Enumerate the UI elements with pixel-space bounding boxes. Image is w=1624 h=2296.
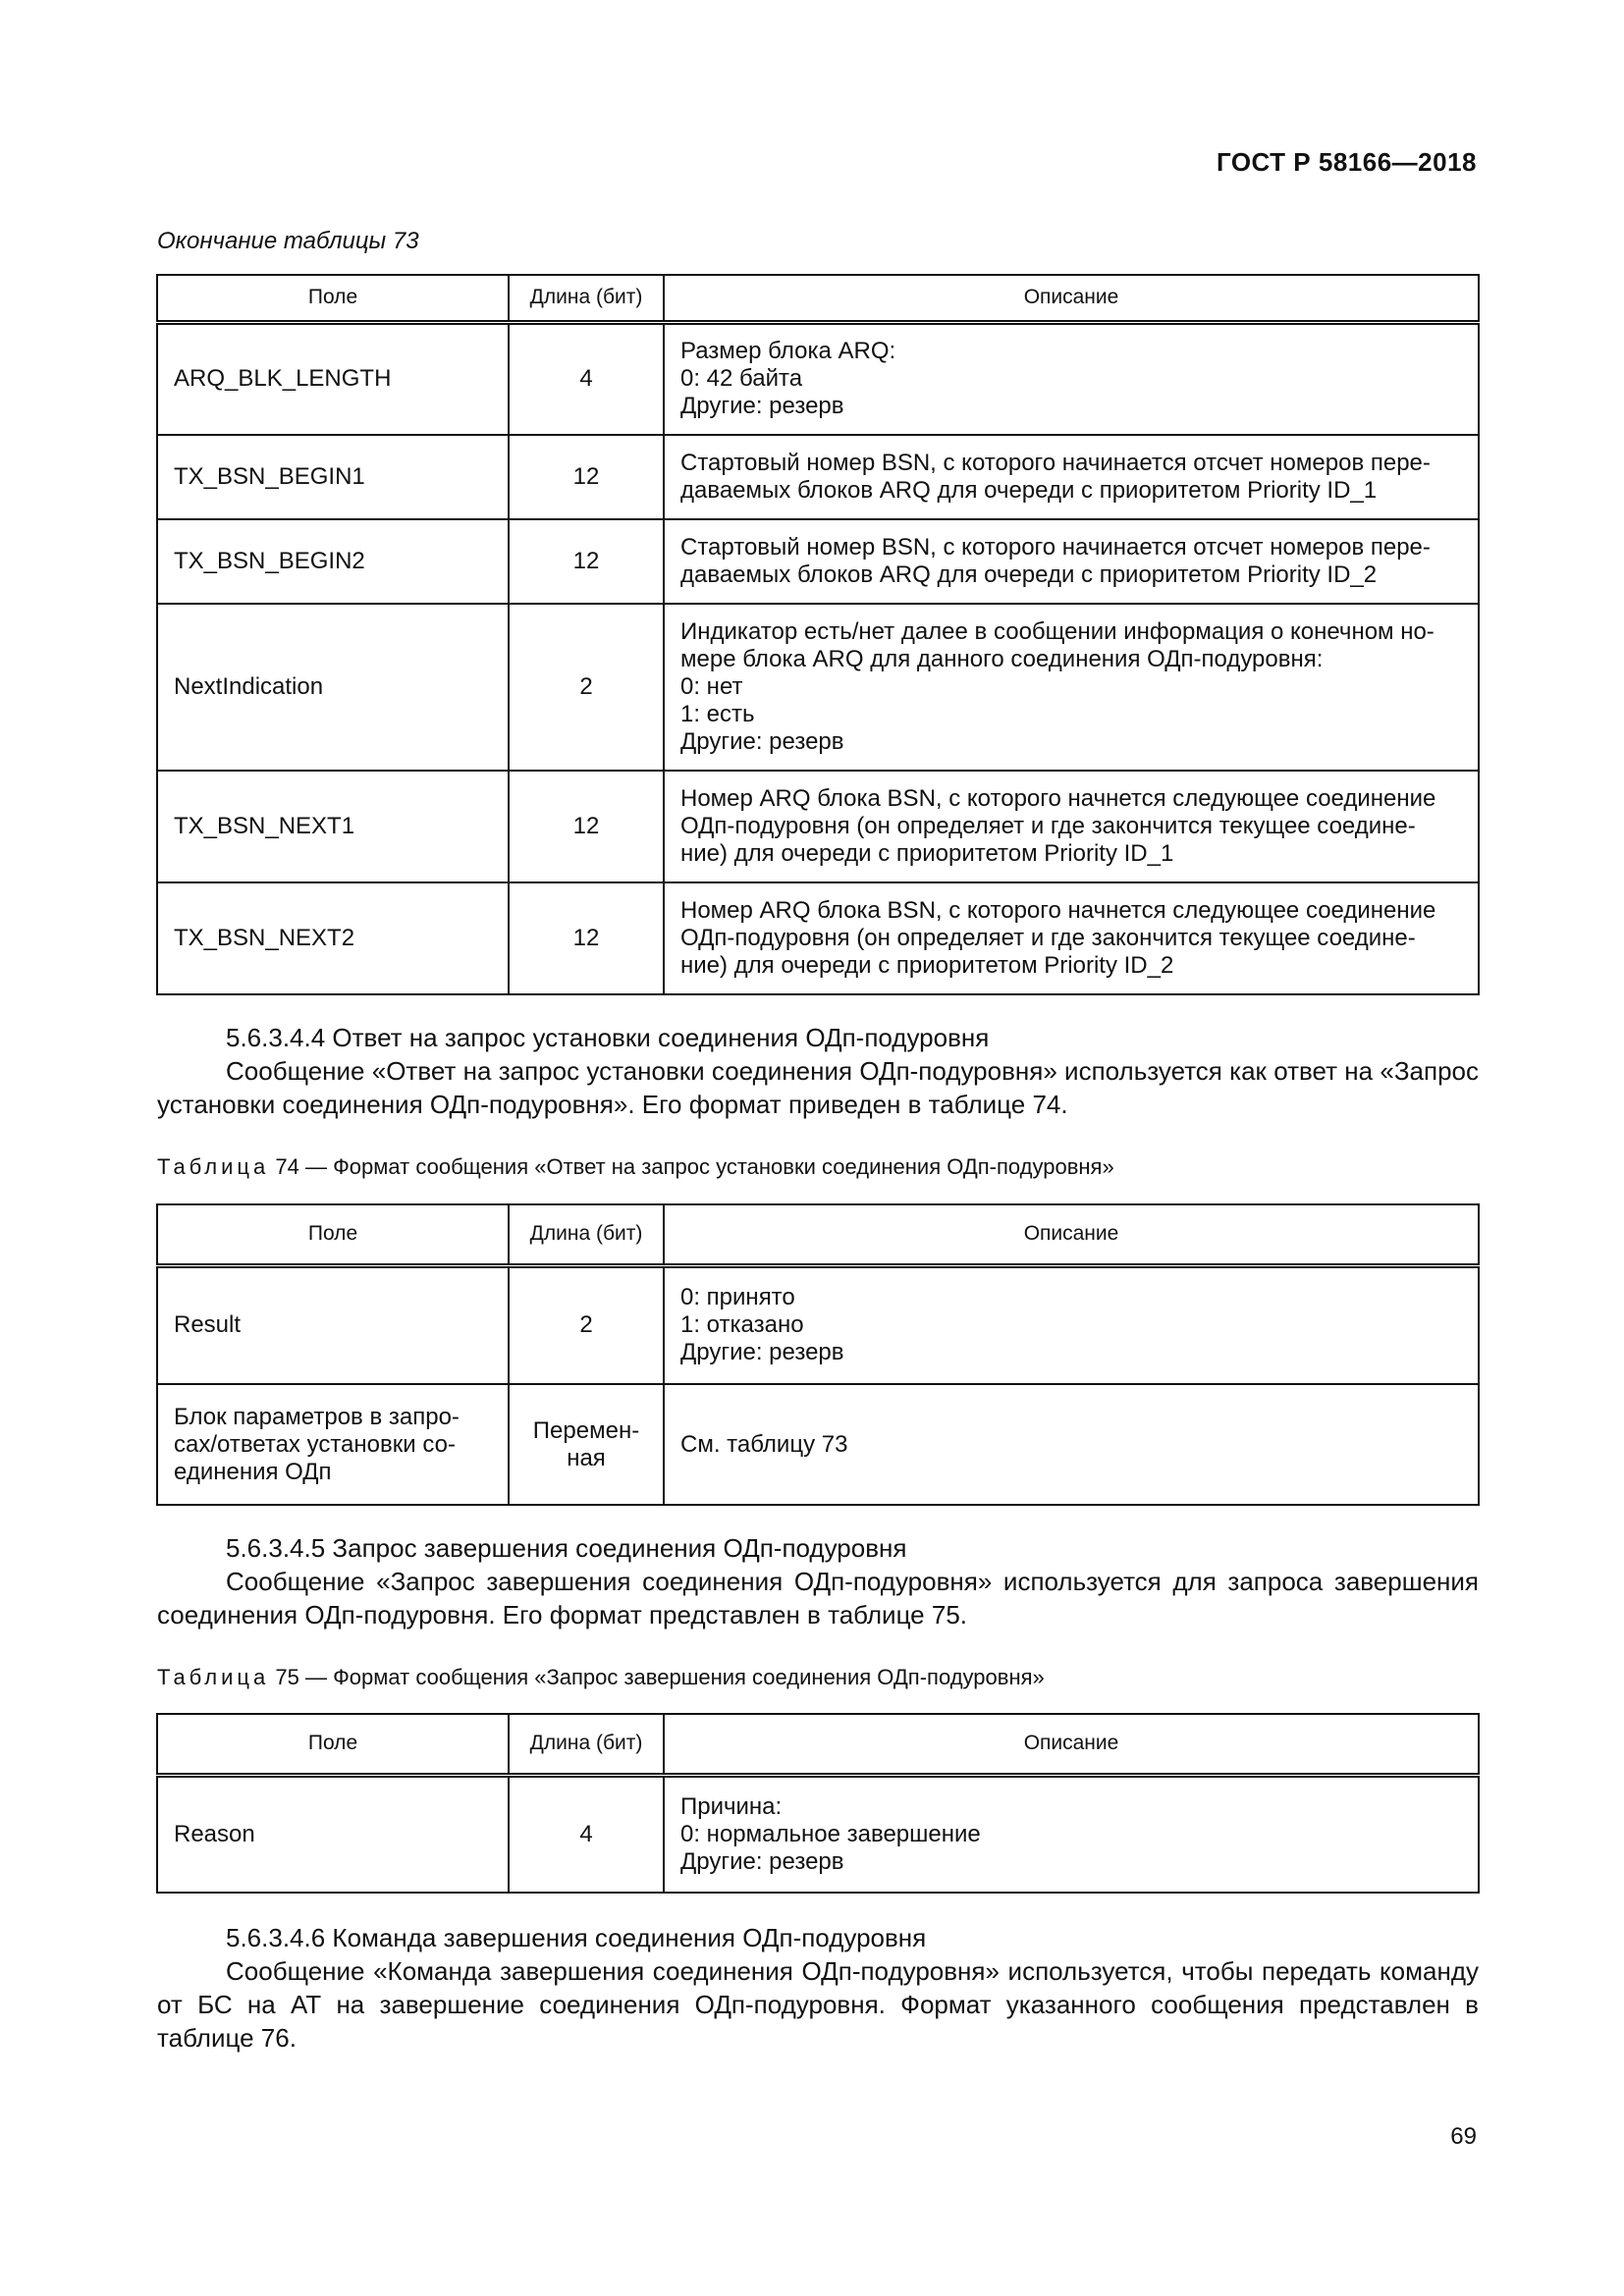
length-cell: 12 [509, 435, 664, 519]
description-line: Причина: [680, 1792, 783, 1820]
description-line: Размер блока ARQ: [680, 338, 896, 365]
field-cell: Reason [157, 1775, 509, 1893]
description-line: Другие: резерв [680, 728, 844, 755]
column-header-description: Описание [664, 275, 1479, 322]
description-line: См. таблицу 73 [680, 1430, 848, 1458]
column-header-length: Длина (бит) [509, 275, 664, 322]
description-line: даваемых блоков ARQ для очереди с приоритетом Priority ID_2 [680, 561, 1378, 588]
description-line: 0: нормальное завершение [680, 1820, 981, 1847]
description-line: ОДп-подуровня (он определяет и где закончится текущее соедине- [680, 813, 1416, 839]
description-line: ние) для очереди с приоритетом Priority ID_2 [680, 952, 1174, 979]
length-cell: 4 [509, 1775, 664, 1893]
length-line: ная [567, 1444, 606, 1471]
table-row [157, 322, 1479, 435]
table-row [157, 435, 1479, 519]
column-header-length: Длина (бит) [509, 1714, 664, 1775]
field-cell [157, 1384, 509, 1505]
description-line: Другие: резерв [680, 1847, 844, 1875]
column-header-description: Описание [664, 1204, 1479, 1265]
description-line: ОДп-подуровня (он определяет и где закончится текущее соедине- [680, 925, 1416, 951]
section-text-5-6-3-4-4: Сообщение «Ответ на запрос установки соединения ОДп-подуровня» используется как ответ на «Запрос установки соединения ОДп-подуровня». Его формат приведен в таблице 74. [157, 1056, 1479, 1119]
description-line: 1: отказано [680, 1311, 804, 1339]
description-line: 0: 42 байта [680, 365, 803, 393]
table-75-caption [157, 1665, 1045, 1690]
description-line: Стартовый номер BSN, с которого начинается отсчет номеров пере- [680, 534, 1431, 561]
length-cell: 2 [509, 604, 664, 771]
column-header-description: Описание [664, 1714, 1479, 1775]
table-73-continuation-caption: Окончание таблицы 73 [157, 228, 419, 254]
field-cell: TX_BSN_NEXT2 [157, 882, 509, 994]
table-row [157, 604, 1479, 771]
description-line: Номер ARQ блока BSN, с которого начнется следующее соединение [680, 785, 1436, 812]
column-header-length: Длина (бит) [509, 1204, 664, 1265]
field-cell: ARQ_BLK_LENGTH [157, 322, 509, 435]
field-cell: NextIndication [157, 604, 509, 771]
table-75 [156, 1713, 1480, 1894]
section-heading-5-6-3-4-6: 5.6.3.4.6 Команда завершения соединения ОДп-подуровня [226, 1923, 927, 1952]
table-row [157, 882, 1479, 994]
description-line: Стартовый номер BSN, с которого начинается отсчет номеров пере- [680, 450, 1431, 476]
description-line: Другие: резерв [680, 1339, 844, 1366]
table-row [157, 1775, 1479, 1893]
description-line: 0: нет [680, 673, 743, 700]
caption-text: 75 — Формат сообщения «Запрос завершения соединения ОДп-подуровня» [275, 1665, 1045, 1689]
section-text-5-6-3-4-6: Сообщение «Команда завершения соединения ОДп-подуровня» используется, чтобы передать команду от БС на АТ на завершение соединения ОДп-подуровня. Формат указанного сообщения представлен в таблице 76. [157, 1956, 1479, 2053]
length-cell: 12 [509, 519, 664, 604]
field-cell: TX_BSN_BEGIN2 [157, 519, 509, 604]
field-cell: Result [157, 1265, 509, 1384]
length-cell: 12 [509, 771, 664, 882]
description-line: 1: есть [680, 701, 755, 727]
document-header: ГОСТ Р 58166—2018 [1216, 147, 1477, 177]
field-cell: TX_BSN_NEXT1 [157, 771, 509, 882]
description-line: мере блока ARQ для данного соединения ОДп-подуровня: [680, 646, 1324, 672]
description-cell [664, 1384, 1479, 1505]
caption-text: 74 — Формат сообщения «Ответ на запрос установки соединения ОДп-подуровня» [275, 1154, 1114, 1179]
table-74-caption [157, 1154, 1114, 1180]
length-cell: 2 [509, 1265, 664, 1384]
description-line: 0: принято [680, 1284, 795, 1311]
caption-label: Таблица [157, 1154, 270, 1179]
description-line: Индикатор есть/нет далее в сообщении информация о конечном но- [680, 618, 1435, 645]
table-row [157, 1265, 1479, 1384]
table-row [157, 771, 1479, 882]
caption-label: Таблица [157, 1665, 270, 1689]
description-cell [664, 322, 1479, 435]
field-line: Блок параметров в запро- [174, 1403, 460, 1430]
description-line: даваемых блоков ARQ для очереди с приоритетом Priority ID_1 [680, 477, 1378, 504]
table-74 [156, 1203, 1480, 1506]
length-cell: 4 [509, 322, 664, 435]
description-line: Другие: резерв [680, 393, 844, 420]
section-text-5-6-3-4-5: Сообщение «Запрос завершения соединения ОДп-подуровня» используется для запроса завершения соединения ОДп-подуровня. Его формат представлен в таблице 75. [157, 1567, 1479, 1629]
field-cell: TX_BSN_BEGIN1 [157, 435, 509, 519]
field-line: единения ОДп [174, 1458, 332, 1485]
description-cell [664, 435, 1479, 519]
column-header-field: Поле [157, 1204, 509, 1265]
description-cell [664, 1265, 1479, 1384]
length-cell: 12 [509, 882, 664, 994]
table-73 [156, 274, 1480, 995]
description-cell [664, 519, 1479, 604]
table-row [157, 519, 1479, 604]
description-line: Номер ARQ блока BSN, с которого начнется следующее соединение [680, 897, 1436, 924]
table-row [157, 1384, 1479, 1505]
page-number: 69 [1450, 2123, 1477, 2150]
column-header-field: Поле [157, 275, 509, 322]
column-header-field: Поле [157, 1714, 509, 1775]
field-line: сах/ответах установки со- [174, 1430, 456, 1458]
description-cell [664, 1775, 1479, 1893]
description-cell [664, 882, 1479, 994]
description-line: ние) для очереди с приоритетом Priority ID_1 [680, 840, 1174, 867]
length-line: Перемен- [532, 1416, 640, 1444]
description-cell [664, 771, 1479, 882]
length-cell [509, 1384, 664, 1505]
section-heading-5-6-3-4-4: 5.6.3.4.4 Ответ на запрос установки соединения ОДп-подуровня [226, 1023, 990, 1052]
description-cell [664, 604, 1479, 771]
section-heading-5-6-3-4-5: 5.6.3.4.5 Запрос завершения соединения ОДп-подуровня [226, 1533, 907, 1563]
